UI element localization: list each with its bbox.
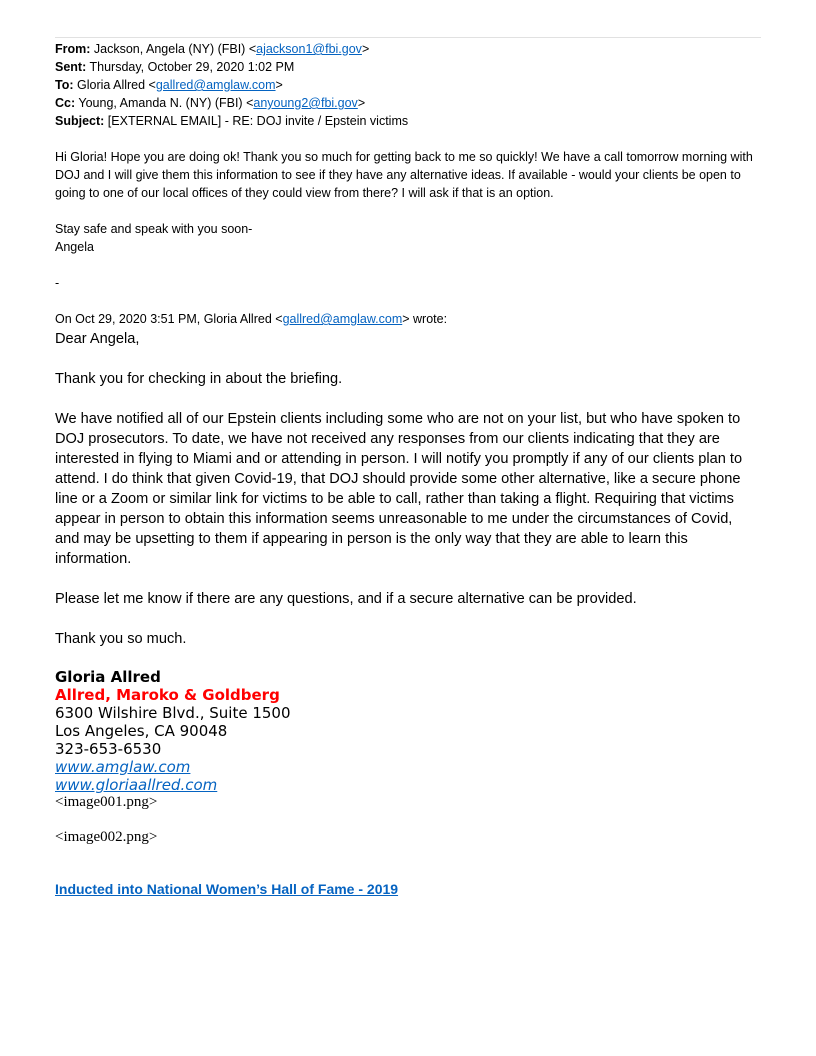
cc-email-link[interactable]: anyoung2@fbi.gov: [253, 96, 358, 110]
reply-signoff: Angela: [55, 240, 94, 254]
header-from: [55, 40, 369, 58]
header-subject: [55, 112, 408, 130]
quoted-para1: Thank you for checking in about the briefing.: [55, 371, 343, 387]
to-email-link[interactable]: gallred@amglaw.com: [155, 78, 276, 92]
signature-website-amglaw-link[interactable]: www.amglaw.com: [55, 758, 191, 776]
cc-label: Cc:: [55, 96, 76, 110]
hall-of-fame-link[interactable]: Inducted into National Women’s Hall of Fame - 2019: [55, 881, 399, 897]
reply-body: Hi Gloria! Hope you are doing ok! Thank you so much for getting back to me so quickly! We have a call tomorrow morning with DOJ and I will give them this information to see if they have any alternative ideas. If available - would your clients be open to going to one of our local offices of they could view from there? I will ask if that is an option.: [55, 150, 753, 200]
signature-address1: 6300 Wilshire Blvd., Suite 1500: [55, 704, 291, 722]
to-label: To:: [55, 78, 74, 92]
to-close: >: [275, 78, 283, 92]
image002-placeholder: <image002.png>: [55, 829, 158, 845]
signature-name: Gloria Allred: [55, 668, 161, 686]
from-name: Jackson, Angela (NY) (FBI) <: [93, 42, 257, 56]
quoted-intro-email-link[interactable]: gallred@amglaw.com: [282, 312, 403, 326]
header-sent: [55, 58, 294, 76]
reply-closing-line1: Stay safe and speak with you soon-: [55, 222, 253, 236]
from-close: >: [361, 42, 370, 56]
quoted-intro: [55, 310, 755, 328]
reply-dash: -: [55, 276, 60, 290]
quoted-para3: Please let me know if there are any questions, and if a secure alternative can be provided.: [55, 591, 637, 607]
image001-placeholder: <image001.png>: [55, 794, 158, 810]
signature-firm: Allred, Maroko & Goldberg: [55, 686, 280, 704]
from-label: From:: [55, 42, 91, 56]
quoted-greeting: Dear Angela,: [55, 331, 140, 347]
quoted-para4: Thank you so much.: [55, 631, 187, 647]
signature-phone: 323-653-6530: [55, 740, 162, 758]
quoted-para2: We have notified all of our Epstein clients including some who are not on your list, but who have spoken to DOJ prosecutors. To date, we have not received any responses from our clients indicating that they are interested in flying to Miami and or attending in person. I will notify you promptly if any of our clients plan to attend. I do think that given Covid-19, that DOJ should provide some other alternative, like a secure phone line or a Zoom or similar link for victims to be able to call, rather than taking a flight. Requiring that victims appear in person to obtain this information seems unreasonable to me under the circumstances of Covid, and may be upsetting to them if appearing in person is the only way that they are able to learn this information.: [55, 411, 743, 567]
subject-label: Subject:: [55, 114, 105, 128]
cc-close: >: [357, 96, 366, 110]
quoted-intro-prefix: On Oct 29, 2020 3:51 PM, Gloria Allred <: [55, 312, 283, 326]
subject-value: [EXTERNAL EMAIL] - RE: DOJ invite / Epstein victims: [107, 114, 409, 128]
header-to: [55, 76, 283, 94]
quoted-intro-suffix: > wrote:: [402, 312, 448, 326]
from-email-link[interactable]: ajackson1@fbi.gov: [256, 42, 362, 56]
header-cc: [55, 94, 365, 112]
signature-website-gloriaallred-link[interactable]: www.gloriaallred.com: [55, 776, 218, 794]
sent-label: Sent:: [55, 60, 87, 74]
signature-address2: Los Angeles, CA 90048: [55, 722, 228, 740]
cc-name: Young, Amanda N. (NY) (FBI) <: [78, 96, 254, 110]
to-name: Gloria Allred <: [77, 78, 156, 92]
sent-value: Thursday, October 29, 2020 1:02 PM: [89, 60, 295, 74]
header-divider: [55, 37, 761, 38]
